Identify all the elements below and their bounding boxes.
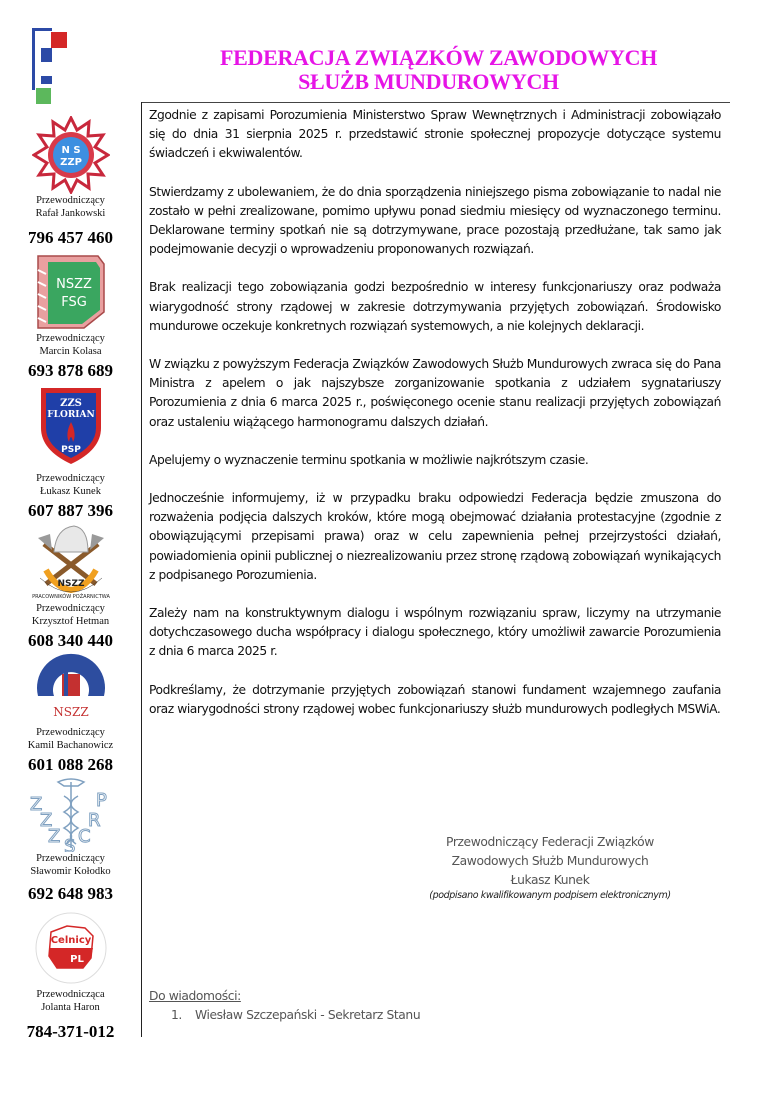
svg-text:NSZZ: NSZZ bbox=[52, 705, 89, 719]
zzs-florian-shield-emblem-icon bbox=[0, 384, 141, 466]
member-role: Przewodniczący bbox=[36, 333, 105, 344]
svg-text:P: P bbox=[95, 790, 107, 811]
svg-text:PL: PL bbox=[69, 954, 84, 965]
svg-text:Celnicy: Celnicy bbox=[50, 935, 91, 946]
member-role: Przewodniczący bbox=[36, 727, 105, 738]
title-line-1: FEDERACJA ZWIĄZKÓW ZAWODOWYCH bbox=[219, 45, 658, 70]
member-card bbox=[0, 776, 141, 904]
member-role: Przewodniczący bbox=[36, 603, 105, 614]
logo-blue-square-lower bbox=[41, 76, 52, 84]
nszzp-star-emblem-icon bbox=[0, 116, 141, 194]
member-card bbox=[0, 646, 141, 775]
member-name: Sławomir Kołodko bbox=[30, 866, 111, 877]
frame-left-rule bbox=[141, 102, 142, 1037]
member-phone: 693 878 689 bbox=[28, 361, 113, 380]
cc-item-text: Wiesław Szczepański - Sekretarz Stanu bbox=[195, 1008, 421, 1022]
zzpsc-caduceus-emblem-icon bbox=[0, 776, 141, 852]
cc-block bbox=[149, 987, 420, 1025]
federation-logo bbox=[0, 0, 80, 110]
svg-text:NSZZ: NSZZ bbox=[56, 579, 85, 589]
letter-body bbox=[149, 106, 721, 738]
member-card bbox=[0, 252, 141, 381]
member-phone: 692 648 983 bbox=[28, 884, 113, 903]
letterhead-title bbox=[80, 46, 777, 94]
member-phone: 608 340 440 bbox=[28, 631, 113, 650]
member-name: Krzysztof Hetman bbox=[31, 616, 110, 627]
svg-text:R: R bbox=[87, 810, 101, 831]
member-phone: 796 457 460 bbox=[28, 228, 113, 247]
svg-text:Z: Z bbox=[47, 826, 60, 847]
signature-block bbox=[400, 833, 700, 903]
paragraph: Brak realizacji tego zobowiązania godzi bezpośrednio w interesy funkcjonariuszy oraz podważa wiarygodność strony rządowej w zakresie dotrzymywania przyjętych zobowiązań. Środowisko mundurowe oczekuje konkretnych rozwiązań systemowych, a nie kolejnych deklaracji. bbox=[149, 280, 721, 333]
svg-text:Z: Z bbox=[39, 810, 52, 831]
logo-blue-top bbox=[32, 28, 52, 31]
nszz-wieziennictwa-emblem-icon bbox=[0, 646, 141, 724]
member-name: Rafał Jankowski bbox=[35, 208, 106, 219]
signature-note: (podpisano kwalifikowanym podpisem elektronicznym) bbox=[429, 890, 671, 901]
paragraph: Jednocześnie informujemy, iż w przypadku braku odpowiedzi Federacja będzie zmuszona do rozważenia podjęcia dalszych kroków, które mogą obejmować działania protestacyjne (zgodnie z obowiązującymi przepisami prawa) oraz w celu zapewnienia pełnej przejrzystości działań, powiadomienia opinii publicznej o niezrealizowaniu przez stronę rządową zobowiązań wynikających z podpisanego Porozumienia. bbox=[149, 491, 721, 582]
signature-name: Łukasz Kunek bbox=[510, 873, 590, 887]
member-card bbox=[0, 522, 141, 651]
member-card bbox=[0, 910, 141, 1042]
member-role: Przewodniczący bbox=[36, 473, 105, 484]
svg-text:N S: N S bbox=[60, 145, 81, 156]
member-card bbox=[0, 116, 141, 248]
nszz-pracownikow-pozarnictwa-emblem-icon bbox=[0, 522, 141, 602]
cc-label: Do wiadomości: bbox=[149, 989, 241, 1003]
member-role: Przewodniczący bbox=[36, 853, 105, 864]
member-name: Marcin Kolasa bbox=[39, 346, 102, 357]
logo-green-square bbox=[36, 88, 51, 104]
signature-title-line-1: Przewodniczący Federacji Związków bbox=[446, 835, 654, 849]
member-phone: 607 887 396 bbox=[28, 501, 113, 520]
member-card bbox=[0, 384, 141, 521]
signature-title-line-2: Zawodowych Służb Mundurowych bbox=[451, 854, 649, 868]
logo-blue-bar bbox=[32, 28, 35, 90]
frame-top-rule bbox=[141, 102, 730, 103]
paragraph: Zgodnie z zapisami Porozumienia Ministerstwo Spraw Wewnętrznych i Administracji zobowiązało się do dnia 31 sierpnia 2025 r. przedstawić stronie społecznej propozycje dotyczące systemu świadczeń i ekwiwalentów. bbox=[149, 108, 721, 161]
paragraph: Podkreślamy, że dotrzymanie przyjętych zobowiązań stanowi fundament wzajemnego zaufania oraz wiarygodności strony rządowej wobec funkcjonariuszy służb mundurowych podległych MSWiA. bbox=[149, 682, 721, 716]
svg-text:PRACOWNIKÓW POŻARNICTWA: PRACOWNIKÓW POŻARNICTWA bbox=[31, 594, 110, 600]
svg-text:Z: Z bbox=[29, 794, 42, 815]
svg-text:FLORIAN: FLORIAN bbox=[46, 410, 95, 420]
logo-blue-square bbox=[41, 48, 52, 62]
svg-text:NSZZ: NSZZ bbox=[55, 277, 92, 292]
svg-text:PSP: PSP bbox=[60, 445, 81, 455]
celnicy-pl-emblem-icon bbox=[0, 910, 141, 986]
svg-text:S: S bbox=[63, 836, 75, 852]
member-name: Kamil Bachanowicz bbox=[27, 740, 114, 751]
member-name: Łukasz Kunek bbox=[40, 486, 101, 497]
svg-text:C: C bbox=[77, 826, 91, 847]
paragraph: Apelujemy o wyznaczenie terminu spotkania w możliwie najkrótszym czasie. bbox=[149, 452, 589, 467]
member-phone: 601 088 268 bbox=[28, 755, 113, 774]
paragraph: Stwierdzamy z ubolewaniem, że do dnia sporządzenia niniejszego pisma zobowiązanie to nadal nie zostało w pełni zrealizowane, pomimo upływu ponad siedmiu miesięcy od wyznaczonego terminu. Deklarowane terminy spotkań nie są dotrzymywane, prace pozostają przedłużane, tak samo jak podejmowanie decyzji o wprowadzeniu proponowanych rozwiązań. bbox=[149, 184, 721, 257]
svg-text:FSG: FSG bbox=[60, 295, 87, 310]
svg-text:ZZP: ZZP bbox=[59, 157, 82, 168]
cc-list-item bbox=[149, 1006, 420, 1025]
member-phone: 784-371-012 bbox=[26, 1022, 115, 1041]
member-role: Przewodniczący bbox=[36, 195, 105, 206]
title-line-2: SŁUŻB MUNDUROWYCH bbox=[298, 69, 559, 94]
paragraph: Zależy nam na konstruktywnym dialogu i wspólnym rozwiązaniu spraw, liczymy na utrzymanie dotychczasowego ducha współpracy i dialogu społecznego, który umożliwił zawarcie Porozumienia z dnia 6 marca 2025 r. bbox=[149, 606, 721, 659]
svg-text:ZZS: ZZS bbox=[59, 398, 82, 409]
member-name: Jolanta Haron bbox=[41, 1002, 100, 1013]
paragraph: W związku z powyższym Federacja Związków Zawodowych Służb Mundurowych zwraca się do Pana Ministra z apelem o jak najszybsze zorganizowanie spotkania z udziałem sygnatariuszy Porozumienia z dnia 6 marca 2025 r., poświęconego ocenie stanu realizacji przyjętych zobowiązań oraz ustaleniu wiążącego harmonogramu dalszych działań. bbox=[149, 357, 721, 429]
member-role: Przewodnicząca bbox=[36, 989, 105, 1000]
nszz-fsg-emblem-icon bbox=[0, 252, 141, 332]
cc-item-number: 1. bbox=[171, 1008, 182, 1022]
logo-red-square bbox=[51, 32, 67, 48]
